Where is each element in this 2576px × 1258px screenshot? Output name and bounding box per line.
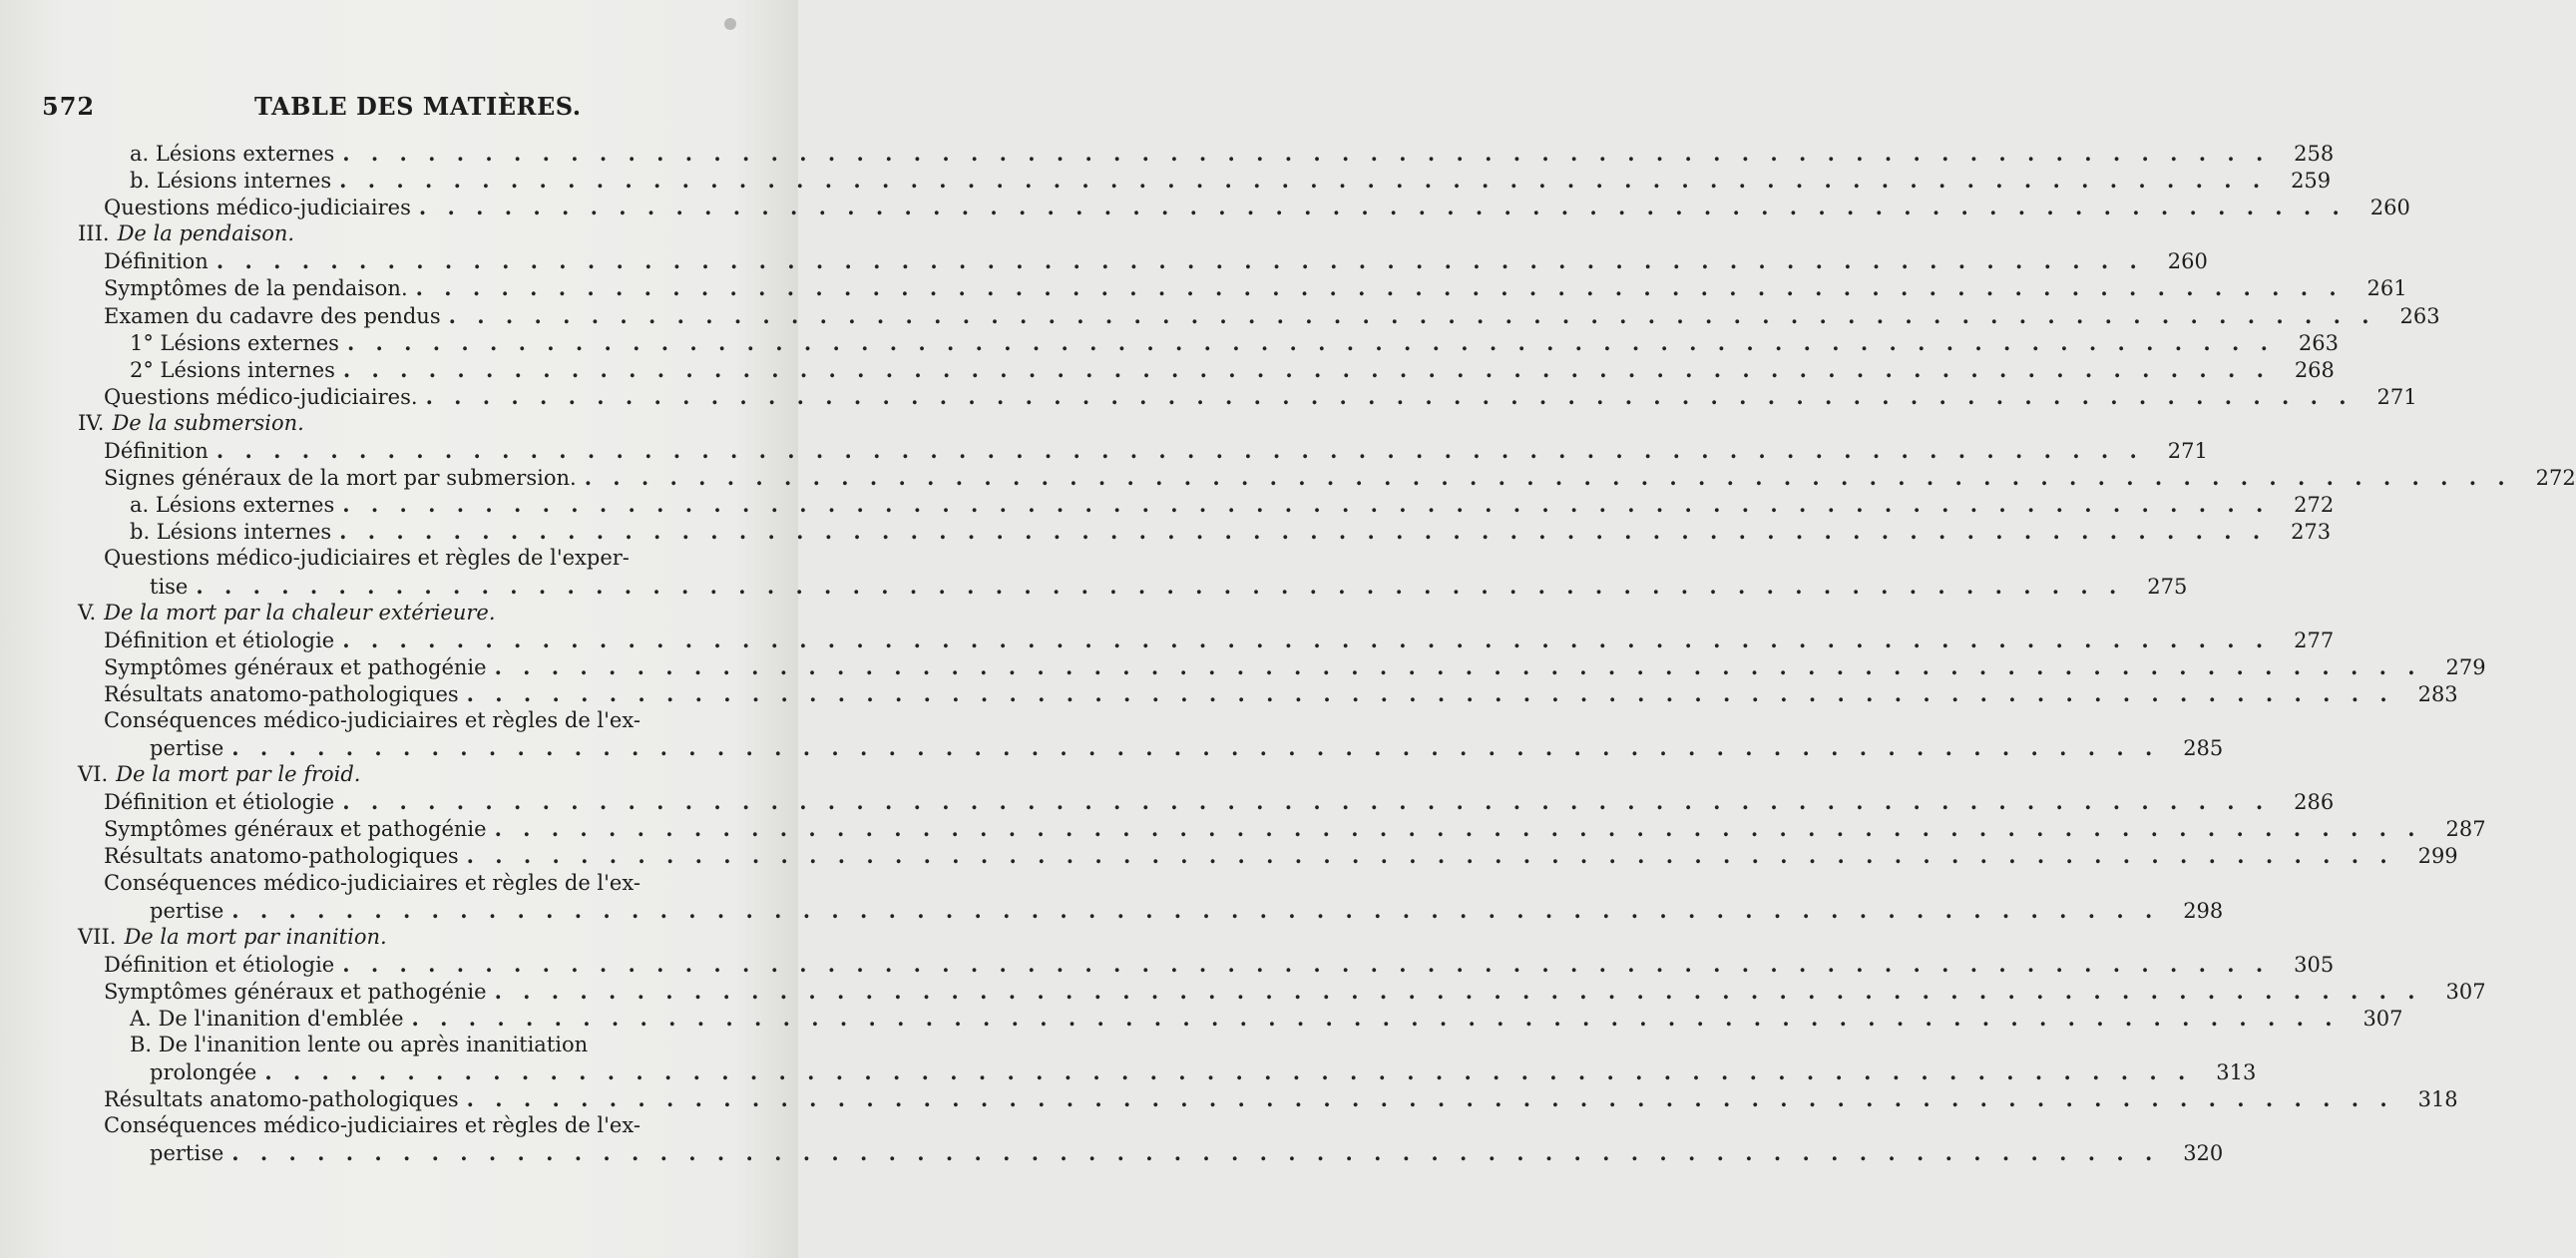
section-numeral: III. bbox=[78, 221, 110, 246]
entry-label: Résultats anatomo-pathologiques bbox=[104, 681, 459, 706]
toc-section-heading bbox=[0, 761, 818, 788]
toc-entry bbox=[0, 978, 2486, 1005]
entry-label: Questions médico-judiciaires et règles de l'exper- bbox=[104, 546, 630, 571]
entry-page: 307 bbox=[2362, 1007, 2403, 1031]
toc-section-heading bbox=[0, 924, 818, 951]
entry-label: B. De l'inanition lente ou après inanitiation bbox=[130, 1033, 589, 1057]
toc-entry bbox=[0, 1005, 2403, 1032]
dot-leader bbox=[216, 247, 2144, 274]
toc-entry bbox=[0, 1112, 844, 1139]
dot-leader bbox=[216, 437, 2144, 464]
toc-entry bbox=[0, 518, 2332, 545]
toc-entry bbox=[0, 437, 2208, 464]
dot-leader bbox=[196, 573, 2123, 600]
dot-leader bbox=[343, 356, 2271, 383]
entry-label: pertise bbox=[150, 898, 224, 923]
entry-page: 279 bbox=[2445, 654, 2486, 679]
dot-leader bbox=[231, 734, 2159, 761]
toc-entry bbox=[0, 167, 2332, 194]
entry-page: 260 bbox=[2167, 249, 2208, 274]
dot-leader bbox=[419, 194, 2347, 220]
entry-label: Définition et étiologie bbox=[104, 952, 335, 977]
dot-leader bbox=[342, 951, 2270, 978]
toc-entry bbox=[0, 707, 844, 734]
page-number: 572 bbox=[42, 92, 96, 121]
entry-page: 305 bbox=[2294, 952, 2335, 977]
dot-leader bbox=[467, 1085, 2394, 1112]
entry-label: Conséquences médico-judiciaires et règles de l'ex- bbox=[104, 707, 641, 732]
entry-page: 307 bbox=[2445, 979, 2486, 1004]
dot-leader bbox=[342, 627, 2270, 653]
entry-page: 272 bbox=[2535, 466, 2576, 491]
running-title: TABLE DES MATIÈRES. bbox=[254, 92, 582, 121]
table-of-contents bbox=[0, 140, 2576, 1167]
toc-entry bbox=[0, 680, 2458, 707]
entry-page: 271 bbox=[2167, 439, 2208, 464]
entry-label: Examen du cadavre des pendus bbox=[104, 303, 441, 328]
entry-label: Symptômes de la pendaison. bbox=[104, 276, 408, 301]
toc-entry-continuation bbox=[0, 1058, 2257, 1085]
entry-page: 283 bbox=[2417, 681, 2458, 706]
toc-section-heading bbox=[0, 410, 818, 437]
entry-page: 260 bbox=[2369, 196, 2410, 220]
dot-leader bbox=[339, 518, 2267, 545]
entry-page: 318 bbox=[2417, 1087, 2458, 1112]
entry-page: 287 bbox=[2445, 817, 2486, 842]
entry-label: A. De l'inanition d'emblée bbox=[130, 1007, 404, 1031]
dot-leader bbox=[412, 1005, 2340, 1032]
toc-entry bbox=[0, 491, 2335, 518]
entry-page: 277 bbox=[2294, 628, 2335, 652]
entry-page: 273 bbox=[2291, 520, 2332, 545]
dot-leader bbox=[467, 680, 2394, 707]
entry-page: 299 bbox=[2417, 844, 2458, 869]
entry-page: 268 bbox=[2294, 357, 2335, 382]
entry-page: 263 bbox=[2298, 330, 2339, 355]
toc-entry bbox=[0, 1032, 870, 1058]
toc-entry bbox=[0, 788, 2335, 815]
entry-label: tise bbox=[150, 574, 189, 599]
toc-entry bbox=[0, 1085, 2458, 1112]
toc-entry bbox=[0, 329, 2339, 356]
section-title: De la mort par la chaleur extérieure. bbox=[104, 600, 496, 625]
entry-label: b. Lésions internes bbox=[130, 520, 332, 545]
section-numeral: V. bbox=[78, 600, 97, 625]
entry-page: 286 bbox=[2294, 790, 2335, 815]
entry-label: Définition bbox=[104, 439, 209, 464]
section-title: De la mort par inanition. bbox=[124, 924, 387, 949]
entry-label: a. Lésions externes bbox=[130, 142, 335, 166]
toc-entry-continuation bbox=[0, 1139, 2224, 1166]
section-numeral: VII. bbox=[78, 924, 117, 949]
entry-label: Définition bbox=[104, 249, 209, 274]
toc-entry bbox=[0, 356, 2335, 383]
entry-label: b. Lésions internes bbox=[130, 169, 332, 194]
entry-label: Symptômes généraux et pathogénie bbox=[104, 979, 487, 1004]
toc-entry bbox=[0, 194, 2410, 220]
dot-leader bbox=[231, 897, 2159, 924]
entry-page: 261 bbox=[2366, 276, 2407, 301]
toc-entry-continuation bbox=[0, 573, 2188, 600]
dot-leader bbox=[416, 274, 2344, 301]
entry-label: a. Lésions externes bbox=[130, 493, 335, 518]
entry-page: 259 bbox=[2291, 169, 2332, 194]
toc-entry bbox=[0, 653, 2486, 680]
section-title: De la submersion. bbox=[112, 410, 304, 435]
dot-leader bbox=[264, 1058, 2192, 1085]
dot-leader bbox=[495, 978, 2422, 1005]
section-title: De la mort par le froid. bbox=[116, 762, 361, 787]
toc-entry bbox=[0, 870, 844, 897]
entry-label: prolongée bbox=[150, 1060, 257, 1085]
toc-entry bbox=[0, 302, 2440, 329]
section-numeral: VI. bbox=[78, 762, 109, 787]
entry-label: 2° Lésions internes bbox=[130, 357, 335, 382]
toc-entry bbox=[0, 545, 844, 572]
toc-entry bbox=[0, 815, 2486, 842]
entry-page: 275 bbox=[2147, 574, 2188, 599]
ink-spot bbox=[724, 18, 736, 30]
dot-leader bbox=[342, 788, 2270, 815]
dot-leader bbox=[347, 329, 2275, 356]
toc-entry-continuation bbox=[0, 734, 2224, 761]
entry-label: Résultats anatomo-pathologiques bbox=[104, 844, 459, 869]
toc-entry bbox=[0, 951, 2335, 978]
dot-leader bbox=[426, 383, 2354, 410]
entry-page: 263 bbox=[2399, 303, 2440, 328]
dot-leader bbox=[495, 653, 2422, 680]
toc-entry bbox=[0, 274, 2407, 301]
entry-label: Définition et étiologie bbox=[104, 790, 335, 815]
entry-label: pertise bbox=[150, 736, 224, 761]
toc-entry bbox=[0, 464, 2576, 491]
entry-label: Symptômes généraux et pathogénie bbox=[104, 817, 487, 842]
dot-leader bbox=[467, 842, 2394, 869]
dot-leader bbox=[449, 302, 2376, 329]
entry-label: Questions médico-judiciaires. bbox=[104, 384, 418, 409]
entry-label: Symptômes généraux et pathogénie bbox=[104, 654, 487, 679]
toc-section-heading bbox=[0, 600, 818, 627]
entry-label: Questions médico-judiciaires bbox=[104, 196, 411, 220]
entry-page: 285 bbox=[2183, 736, 2224, 761]
toc-entry bbox=[0, 383, 2417, 410]
entry-page: 320 bbox=[2183, 1141, 2224, 1166]
entry-label: 1° Lésions externes bbox=[130, 330, 339, 355]
entry-label: Conséquences médico-judiciaires et règles de l'ex- bbox=[104, 870, 641, 895]
toc-entry bbox=[0, 842, 2458, 869]
entry-page: 258 bbox=[2294, 142, 2335, 166]
entry-page: 271 bbox=[2376, 384, 2417, 409]
dot-leader bbox=[585, 464, 2512, 491]
toc-section-heading bbox=[0, 220, 818, 247]
dot-leader bbox=[495, 815, 2422, 842]
toc-entry bbox=[0, 627, 2335, 653]
section-title: De la pendaison. bbox=[117, 221, 295, 246]
entry-label: pertise bbox=[150, 1141, 224, 1166]
entry-label: Résultats anatomo-pathologiques bbox=[104, 1087, 459, 1112]
entry-label: Signes généraux de la mort par submersion. bbox=[104, 466, 577, 491]
toc-entry bbox=[0, 247, 2208, 274]
entry-label: Définition et étiologie bbox=[104, 628, 335, 652]
dot-leader bbox=[342, 491, 2270, 518]
entry-page: 313 bbox=[2216, 1060, 2257, 1085]
dot-leader bbox=[231, 1139, 2159, 1166]
entry-page: 272 bbox=[2294, 493, 2335, 518]
toc-entry bbox=[0, 140, 2335, 167]
dot-leader bbox=[339, 167, 2267, 194]
dot-leader bbox=[342, 140, 2270, 167]
section-numeral: IV. bbox=[78, 410, 105, 435]
entry-page: 298 bbox=[2183, 898, 2224, 923]
page-header bbox=[42, 92, 740, 122]
entry-label: Conséquences médico-judiciaires et règles de l'ex- bbox=[104, 1113, 641, 1138]
toc-entry-continuation bbox=[0, 897, 2224, 924]
